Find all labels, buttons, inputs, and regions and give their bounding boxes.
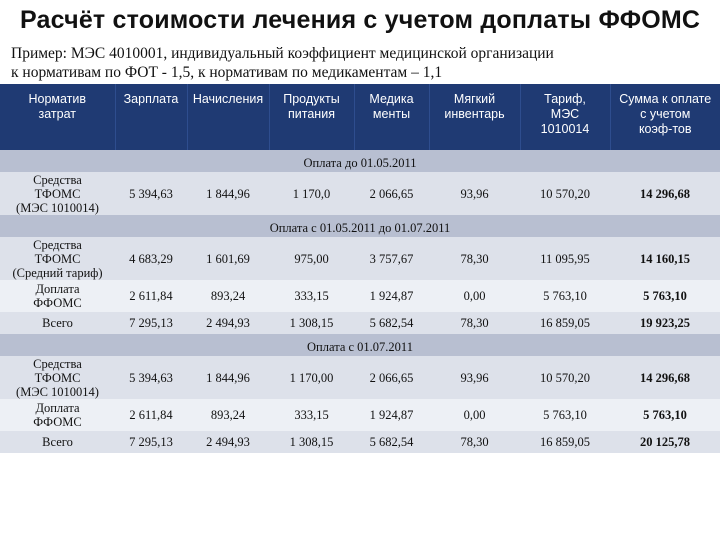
- column-header-line: Продукты: [283, 92, 340, 106]
- column-header-line: Мягкий: [453, 92, 496, 106]
- row-label-line: ТФОМС: [34, 370, 81, 385]
- column-header: [187, 84, 269, 150]
- page-title: Расчёт стоимости лечения с учетом доплаты ФФОМС: [20, 6, 701, 34]
- section-header-row: [0, 334, 720, 356]
- column-header-line: Тариф,: [544, 92, 586, 106]
- value-cell: 7 295,13: [115, 431, 187, 453]
- table-row: [0, 237, 720, 280]
- row-label: [0, 312, 115, 334]
- table-row: [0, 431, 720, 453]
- cost-table: [0, 84, 720, 453]
- column-header: [610, 84, 720, 150]
- row-label: [0, 280, 115, 312]
- column-header-line: инвентарь: [444, 107, 505, 121]
- column-header-line: Медика: [369, 92, 414, 106]
- row-label-line: Средства: [33, 237, 82, 252]
- value-cell: 16 859,05: [520, 431, 610, 453]
- value-cell: 78,30: [429, 312, 520, 334]
- value-cell: 893,24: [187, 280, 269, 312]
- row-label-line: Средства: [33, 172, 82, 187]
- section-title: Оплата с 01.07.2011: [0, 334, 720, 356]
- value-cell: 11 095,95: [520, 237, 610, 280]
- value-cell: 1 308,15: [269, 431, 354, 453]
- row-label-line: ФФОМС: [33, 296, 82, 310]
- column-header-line: 1010014: [540, 122, 590, 136]
- value-cell: 1 924,87: [354, 280, 429, 312]
- value-cell: 1 601,69: [187, 237, 269, 280]
- column-header: [115, 84, 187, 150]
- example-line-1: Пример: МЭС 4010001, индивидуальный коэффициент медицинской организации: [11, 45, 554, 62]
- value-cell: 5 682,54: [354, 312, 429, 334]
- row-label-line: (МЭС 1010014): [16, 384, 99, 399]
- value-cell: 2 611,84: [115, 280, 187, 312]
- column-header: [269, 84, 354, 150]
- column-header-line: затрат: [38, 107, 76, 121]
- section-header-row: [0, 215, 720, 237]
- row-label-line: Доплата: [35, 282, 80, 296]
- row-label: [0, 356, 115, 399]
- total-amount-cell: 19 923,25: [610, 312, 720, 334]
- value-cell: 0,00: [429, 280, 520, 312]
- value-cell: 16 859,05: [520, 312, 610, 334]
- table-row: [0, 172, 720, 215]
- value-cell: 5 763,10: [520, 280, 610, 312]
- row-label-line: Всего: [42, 316, 73, 330]
- column-header-line: коэф-тов: [638, 122, 692, 136]
- total-amount-cell: 14 296,68: [610, 172, 720, 215]
- column-header-line: Сумма к оплате: [619, 92, 712, 106]
- value-cell: 93,96: [429, 356, 520, 399]
- example-description: [11, 44, 711, 82]
- table-row: [0, 312, 720, 334]
- value-cell: 333,15: [269, 280, 354, 312]
- value-cell: 4 683,29: [115, 237, 187, 280]
- value-cell: 1 924,87: [354, 399, 429, 431]
- value-cell: 7 295,13: [115, 312, 187, 334]
- column-header-line: Начисления: [192, 92, 264, 106]
- column-header-line: менты: [372, 107, 411, 121]
- example-line-2: к нормативам по ФОТ - 1,5, к нормативам по медикаментам – 1,1: [11, 64, 443, 81]
- column-header-line: Норматив: [28, 92, 87, 106]
- column-header: [520, 84, 610, 150]
- value-cell: 0,00: [429, 399, 520, 431]
- row-label-line: (Средний тариф): [12, 265, 103, 280]
- row-label: [0, 399, 115, 431]
- total-amount-cell: 14 296,68: [610, 356, 720, 399]
- column-header-line: питания: [288, 107, 335, 121]
- value-cell: 78,30: [429, 431, 520, 453]
- row-label-line: Средства: [33, 356, 82, 371]
- row-label-line: ТФОМС: [34, 186, 81, 201]
- column-header-line: с учетом: [640, 107, 691, 121]
- value-cell: 5 394,63: [115, 172, 187, 215]
- value-cell: 2 066,65: [354, 172, 429, 215]
- row-label-line: ТФОМС: [34, 251, 81, 266]
- value-cell: 893,24: [187, 399, 269, 431]
- value-cell: 2 611,84: [115, 399, 187, 431]
- row-label: [0, 237, 115, 280]
- value-cell: 1 170,00: [269, 356, 354, 399]
- row-label: [0, 431, 115, 453]
- value-cell: 1 308,15: [269, 312, 354, 334]
- column-header-line: МЭС: [550, 107, 580, 121]
- total-amount-cell: 20 125,78: [610, 431, 720, 453]
- section-title: Оплата до 01.05.2011: [0, 150, 720, 172]
- total-amount-cell: 14 160,15: [610, 237, 720, 280]
- value-cell: 78,30: [429, 237, 520, 280]
- column-header-line: Зарплата: [123, 92, 179, 106]
- table-header-row: [0, 84, 720, 150]
- value-cell: 975,00: [269, 237, 354, 280]
- row-label-line: Всего: [42, 435, 73, 449]
- value-cell: 333,15: [269, 399, 354, 431]
- total-amount-cell: 5 763,10: [610, 399, 720, 431]
- value-cell: 2 066,65: [354, 356, 429, 399]
- total-amount-cell: 5 763,10: [610, 280, 720, 312]
- value-cell: 1 170,0: [269, 172, 354, 215]
- section-header-row: [0, 150, 720, 172]
- row-label: [0, 172, 115, 215]
- row-label-line: (МЭС 1010014): [16, 200, 99, 215]
- value-cell: 2 494,93: [187, 312, 269, 334]
- column-header: [0, 84, 115, 150]
- table-row: [0, 280, 720, 312]
- value-cell: 2 494,93: [187, 431, 269, 453]
- value-cell: 93,96: [429, 172, 520, 215]
- value-cell: 5 394,63: [115, 356, 187, 399]
- value-cell: 10 570,20: [520, 172, 610, 215]
- table-row: [0, 399, 720, 431]
- row-label-line: ФФОМС: [33, 415, 82, 429]
- value-cell: 3 757,67: [354, 237, 429, 280]
- value-cell: 1 844,96: [187, 356, 269, 399]
- value-cell: 5 763,10: [520, 399, 610, 431]
- value-cell: 10 570,20: [520, 356, 610, 399]
- column-header: [354, 84, 429, 150]
- section-title: Оплата с 01.05.2011 до 01.07.2011: [0, 215, 720, 237]
- row-label-line: Доплата: [35, 401, 80, 415]
- table-row: [0, 356, 720, 399]
- column-header: [429, 84, 520, 150]
- value-cell: 5 682,54: [354, 431, 429, 453]
- value-cell: 1 844,96: [187, 172, 269, 215]
